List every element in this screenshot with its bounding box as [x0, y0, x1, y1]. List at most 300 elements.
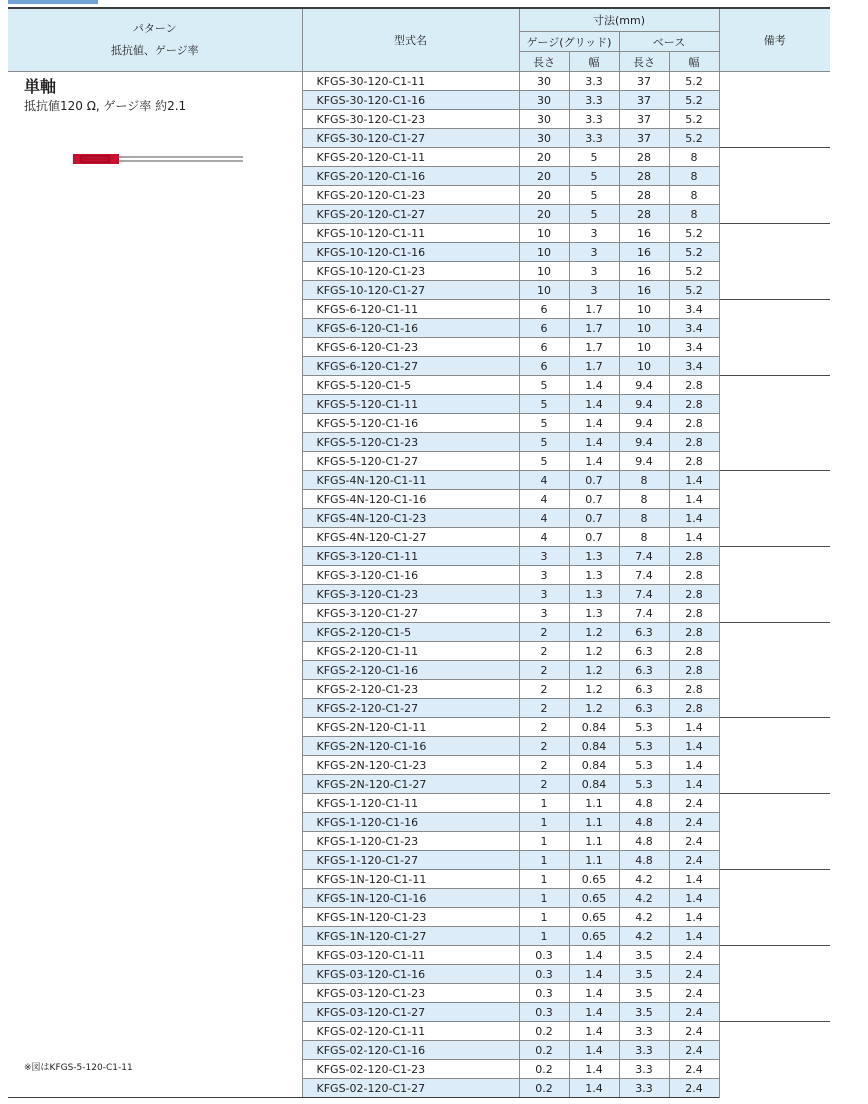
- note-cell: [719, 718, 830, 794]
- model-cell: KFGS-4N-120-C1-16: [302, 490, 519, 509]
- gauge-width-cell: 3: [569, 262, 619, 281]
- header-base-width: 幅: [669, 52, 719, 72]
- gauge-width-cell: 0.65: [569, 889, 619, 908]
- base-length-cell: 3.3: [619, 1041, 669, 1060]
- base-width-cell: 2.4: [669, 1003, 719, 1022]
- base-length-cell: 7.4: [619, 585, 669, 604]
- gauge-length-cell: 6: [519, 338, 569, 357]
- gauge-width-cell: 1.2: [569, 699, 619, 718]
- base-length-cell: 8: [619, 509, 669, 528]
- header-note: 備考: [719, 8, 830, 72]
- model-cell: KFGS-30-120-C1-11: [302, 72, 519, 91]
- gauge-length-cell: 0.2: [519, 1041, 569, 1060]
- base-length-cell: 37: [619, 129, 669, 148]
- model-cell: KFGS-2N-120-C1-11: [302, 718, 519, 737]
- base-length-cell: 28: [619, 148, 669, 167]
- gauge-width-cell: 1.1: [569, 851, 619, 870]
- base-length-cell: 28: [619, 186, 669, 205]
- gauge-length-cell: 10: [519, 243, 569, 262]
- gauge-width-cell: 1.1: [569, 813, 619, 832]
- gauge-width-cell: 0.84: [569, 737, 619, 756]
- base-width-cell: 3.4: [669, 357, 719, 376]
- gauge-width-cell: 1.7: [569, 338, 619, 357]
- base-length-cell: 37: [619, 72, 669, 91]
- note-cell: [719, 1022, 830, 1098]
- model-cell: KFGS-2N-120-C1-16: [302, 737, 519, 756]
- base-length-cell: 5.3: [619, 737, 669, 756]
- gauge-width-cell: 1.4: [569, 433, 619, 452]
- base-width-cell: 1.4: [669, 889, 719, 908]
- base-length-cell: 5.3: [619, 775, 669, 794]
- gauge-length-cell: 0.3: [519, 946, 569, 965]
- base-length-cell: 9.4: [619, 433, 669, 452]
- note-cell: [719, 376, 830, 471]
- base-width-cell: 2.8: [669, 604, 719, 623]
- model-cell: KFGS-2N-120-C1-27: [302, 775, 519, 794]
- base-width-cell: 1.4: [669, 927, 719, 946]
- model-cell: KFGS-5-120-C1-5: [302, 376, 519, 395]
- base-length-cell: 4.8: [619, 851, 669, 870]
- gauge-length-cell: 5: [519, 452, 569, 471]
- gauge-length-cell: 30: [519, 110, 569, 129]
- model-cell: KFGS-03-120-C1-16: [302, 965, 519, 984]
- gauge-width-cell: 1.1: [569, 794, 619, 813]
- gauge-length-cell: 1: [519, 794, 569, 813]
- gauge-width-cell: 1.3: [569, 585, 619, 604]
- gauge-width-cell: 1.4: [569, 946, 619, 965]
- note-cell: [719, 547, 830, 623]
- header-base-length: 長さ: [619, 52, 669, 72]
- base-length-cell: 8: [619, 490, 669, 509]
- header-pattern-line1: パターン: [132, 22, 177, 35]
- base-width-cell: 8: [669, 205, 719, 224]
- gauge-length-cell: 3: [519, 566, 569, 585]
- model-cell: KFGS-2-120-C1-11: [302, 642, 519, 661]
- base-length-cell: 6.3: [619, 699, 669, 718]
- base-width-cell: 5.2: [669, 224, 719, 243]
- gauge-width-cell: 1.2: [569, 661, 619, 680]
- gauge-length-cell: 2: [519, 775, 569, 794]
- model-cell: KFGS-3-120-C1-23: [302, 585, 519, 604]
- gauge-width-cell: 1.3: [569, 604, 619, 623]
- model-cell: KFGS-1-120-C1-27: [302, 851, 519, 870]
- base-width-cell: 2.8: [669, 585, 719, 604]
- gauge-length-cell: 0.2: [519, 1079, 569, 1098]
- gauge-length-cell: 1: [519, 927, 569, 946]
- gauge-width-cell: 0.7: [569, 471, 619, 490]
- gauge-width-cell: 1.4: [569, 1022, 619, 1041]
- spec-table: [8, 7, 830, 1098]
- model-cell: KFGS-2-120-C1-5: [302, 623, 519, 642]
- base-width-cell: 5.2: [669, 91, 719, 110]
- base-width-cell: 8: [669, 167, 719, 186]
- base-width-cell: 5.2: [669, 243, 719, 262]
- gauge-length-cell: 2: [519, 699, 569, 718]
- gauge-length-cell: 2: [519, 642, 569, 661]
- header-gauge-width: 幅: [569, 52, 619, 72]
- gauge-length-cell: 0.3: [519, 1003, 569, 1022]
- section-accent-bar: [8, 0, 98, 4]
- gauge-width-cell: 0.84: [569, 718, 619, 737]
- model-cell: KFGS-02-120-C1-23: [302, 1060, 519, 1079]
- model-cell: KFGS-10-120-C1-16: [302, 243, 519, 262]
- header-pattern: [8, 8, 302, 72]
- gauge-length-cell: 20: [519, 205, 569, 224]
- base-width-cell: 2.8: [669, 414, 719, 433]
- base-length-cell: 37: [619, 91, 669, 110]
- model-cell: KFGS-1-120-C1-11: [302, 794, 519, 813]
- header-model: 型式名: [302, 8, 519, 72]
- model-cell: KFGS-20-120-C1-23: [302, 186, 519, 205]
- gauge-width-cell: 3: [569, 281, 619, 300]
- gauge-width-cell: 1.1: [569, 832, 619, 851]
- model-cell: KFGS-20-120-C1-16: [302, 167, 519, 186]
- base-width-cell: 1.4: [669, 471, 719, 490]
- base-width-cell: 3.4: [669, 319, 719, 338]
- header-gauge-length: 長さ: [519, 52, 569, 72]
- gauge-width-cell: 1.4: [569, 414, 619, 433]
- gauge-length-cell: 3: [519, 585, 569, 604]
- gauge-width-cell: 0.7: [569, 490, 619, 509]
- base-length-cell: 9.4: [619, 395, 669, 414]
- gauge-width-cell: 1.2: [569, 623, 619, 642]
- gauge-length-cell: 0.3: [519, 965, 569, 984]
- gauge-width-cell: 1.7: [569, 357, 619, 376]
- base-length-cell: 5.3: [619, 756, 669, 775]
- gauge-length-cell: 5: [519, 376, 569, 395]
- gauge-width-cell: 3.3: [569, 72, 619, 91]
- model-cell: KFGS-2-120-C1-16: [302, 661, 519, 680]
- gauge-length-cell: 1: [519, 889, 569, 908]
- base-width-cell: 2.4: [669, 1041, 719, 1060]
- base-length-cell: 4.2: [619, 870, 669, 889]
- model-cell: KFGS-03-120-C1-23: [302, 984, 519, 1003]
- gauge-length-cell: 0.2: [519, 1060, 569, 1079]
- gauge-width-cell: 1.2: [569, 680, 619, 699]
- model-cell: KFGS-6-120-C1-23: [302, 338, 519, 357]
- gauge-width-cell: 1.7: [569, 300, 619, 319]
- note-cell: [719, 72, 830, 148]
- base-length-cell: 5.3: [619, 718, 669, 737]
- table-header: [8, 8, 830, 72]
- base-length-cell: 8: [619, 471, 669, 490]
- model-cell: KFGS-03-120-C1-27: [302, 1003, 519, 1022]
- base-width-cell: 2.8: [669, 680, 719, 699]
- gauge-width-cell: 1.4: [569, 1003, 619, 1022]
- base-width-cell: 5.2: [669, 129, 719, 148]
- base-width-cell: 5.2: [669, 72, 719, 91]
- base-width-cell: 5.2: [669, 110, 719, 129]
- model-cell: KFGS-6-120-C1-11: [302, 300, 519, 319]
- base-length-cell: 3.5: [619, 946, 669, 965]
- gauge-width-cell: 3.3: [569, 129, 619, 148]
- base-width-cell: 1.4: [669, 718, 719, 737]
- base-width-cell: 8: [669, 148, 719, 167]
- gauge-length-cell: 6: [519, 319, 569, 338]
- base-length-cell: 9.4: [619, 376, 669, 395]
- note-cell: [719, 794, 830, 870]
- note-cell: [719, 870, 830, 946]
- model-cell: KFGS-2N-120-C1-23: [302, 756, 519, 775]
- gauge-length-cell: 10: [519, 224, 569, 243]
- model-cell: KFGS-02-120-C1-16: [302, 1041, 519, 1060]
- pattern-description: 抵抗値120 Ω, ゲージ率 約2.1: [24, 99, 187, 113]
- base-width-cell: 1.4: [669, 528, 719, 547]
- model-cell: KFGS-1N-120-C1-11: [302, 870, 519, 889]
- model-cell: KFGS-2-120-C1-23: [302, 680, 519, 699]
- header-pattern-line2: 抵抗値、ゲージ率: [110, 44, 199, 57]
- gauge-width-cell: 0.7: [569, 509, 619, 528]
- model-cell: KFGS-02-120-C1-11: [302, 1022, 519, 1041]
- model-cell: KFGS-3-120-C1-11: [302, 547, 519, 566]
- gauge-length-cell: 1: [519, 908, 569, 927]
- model-cell: KFGS-5-120-C1-27: [302, 452, 519, 471]
- base-length-cell: 3.3: [619, 1060, 669, 1079]
- model-cell: KFGS-5-120-C1-16: [302, 414, 519, 433]
- gauge-length-cell: 1: [519, 851, 569, 870]
- base-length-cell: 3.5: [619, 984, 669, 1003]
- figure-note: ※図はKFGS-5-120-C1-11: [24, 1063, 133, 1073]
- strain-gauge-icon: [73, 152, 243, 166]
- base-width-cell: 2.4: [669, 1022, 719, 1041]
- gauge-width-cell: 3.3: [569, 91, 619, 110]
- gauge-length-cell: 30: [519, 72, 569, 91]
- model-cell: KFGS-10-120-C1-27: [302, 281, 519, 300]
- model-cell: KFGS-30-120-C1-23: [302, 110, 519, 129]
- base-length-cell: 9.4: [619, 414, 669, 433]
- gauge-width-cell: 1.3: [569, 547, 619, 566]
- base-length-cell: 6.3: [619, 680, 669, 699]
- base-length-cell: 16: [619, 281, 669, 300]
- gauge-length-cell: 6: [519, 300, 569, 319]
- model-cell: KFGS-4N-120-C1-11: [302, 471, 519, 490]
- gauge-length-cell: 4: [519, 509, 569, 528]
- base-length-cell: 4.8: [619, 832, 669, 851]
- base-length-cell: 28: [619, 205, 669, 224]
- model-cell: KFGS-1-120-C1-23: [302, 832, 519, 851]
- gauge-width-cell: 1.4: [569, 376, 619, 395]
- model-cell: KFGS-2-120-C1-27: [302, 699, 519, 718]
- gauge-length-cell: 5: [519, 433, 569, 452]
- model-cell: KFGS-4N-120-C1-27: [302, 528, 519, 547]
- gauge-width-cell: 1.4: [569, 1079, 619, 1098]
- note-cell: [719, 300, 830, 376]
- base-length-cell: 16: [619, 262, 669, 281]
- base-width-cell: 5.2: [669, 262, 719, 281]
- base-width-cell: 2.4: [669, 832, 719, 851]
- gauge-length-cell: 2: [519, 623, 569, 642]
- gauge-length-cell: 1: [519, 832, 569, 851]
- base-length-cell: 10: [619, 319, 669, 338]
- base-width-cell: 2.8: [669, 566, 719, 585]
- model-cell: KFGS-6-120-C1-16: [302, 319, 519, 338]
- gauge-length-cell: 6: [519, 357, 569, 376]
- model-cell: KFGS-20-120-C1-11: [302, 148, 519, 167]
- base-length-cell: 4.2: [619, 889, 669, 908]
- base-width-cell: 2.4: [669, 984, 719, 1003]
- model-cell: KFGS-3-120-C1-16: [302, 566, 519, 585]
- base-width-cell: 2.8: [669, 661, 719, 680]
- base-length-cell: 3.3: [619, 1079, 669, 1098]
- base-width-cell: 2.4: [669, 813, 719, 832]
- gauge-length-cell: 10: [519, 262, 569, 281]
- base-length-cell: 3.3: [619, 1022, 669, 1041]
- gauge-length-cell: 1: [519, 870, 569, 889]
- gauge-width-cell: 1.4: [569, 965, 619, 984]
- base-width-cell: 2.4: [669, 851, 719, 870]
- gauge-width-cell: 0.84: [569, 756, 619, 775]
- base-length-cell: 16: [619, 243, 669, 262]
- base-width-cell: 1.4: [669, 756, 719, 775]
- gauge-width-cell: 5: [569, 186, 619, 205]
- header-dimensions: 寸法(mm): [519, 8, 719, 32]
- gauge-length-cell: 2: [519, 756, 569, 775]
- base-length-cell: 7.4: [619, 547, 669, 566]
- model-cell: KFGS-1-120-C1-16: [302, 813, 519, 832]
- note-cell: [719, 471, 830, 547]
- base-width-cell: 3.4: [669, 338, 719, 357]
- gauge-length-cell: 2: [519, 661, 569, 680]
- gauge-width-cell: 1.7: [569, 319, 619, 338]
- note-cell: [719, 623, 830, 718]
- model-cell: KFGS-5-120-C1-23: [302, 433, 519, 452]
- gauge-width-cell: 5: [569, 167, 619, 186]
- gauge-length-cell: 2: [519, 737, 569, 756]
- header-base: ベース: [619, 32, 719, 52]
- base-width-cell: 2.4: [669, 946, 719, 965]
- gauge-width-cell: 1.4: [569, 395, 619, 414]
- gauge-length-cell: 5: [519, 395, 569, 414]
- gauge-length-cell: 3: [519, 604, 569, 623]
- base-length-cell: 10: [619, 357, 669, 376]
- gauge-width-cell: 5: [569, 205, 619, 224]
- base-length-cell: 28: [619, 167, 669, 186]
- base-width-cell: 2.8: [669, 376, 719, 395]
- base-width-cell: 1.4: [669, 490, 719, 509]
- base-width-cell: 2.4: [669, 965, 719, 984]
- base-width-cell: 2.4: [669, 794, 719, 813]
- base-width-cell: 1.4: [669, 908, 719, 927]
- base-length-cell: 4.8: [619, 794, 669, 813]
- base-width-cell: 2.8: [669, 642, 719, 661]
- gauge-length-cell: 30: [519, 129, 569, 148]
- base-width-cell: 1.4: [669, 509, 719, 528]
- model-cell: KFGS-02-120-C1-27: [302, 1079, 519, 1098]
- gauge-length-cell: 4: [519, 471, 569, 490]
- base-length-cell: 6.3: [619, 623, 669, 642]
- gauge-length-cell: 2: [519, 680, 569, 699]
- base-width-cell: 1.4: [669, 775, 719, 794]
- model-cell: KFGS-20-120-C1-27: [302, 205, 519, 224]
- base-length-cell: 9.4: [619, 452, 669, 471]
- base-length-cell: 10: [619, 338, 669, 357]
- model-cell: KFGS-6-120-C1-27: [302, 357, 519, 376]
- header-gauge-grid: ゲージ(グリッド): [519, 32, 619, 52]
- note-cell: [719, 224, 830, 300]
- gauge-width-cell: 3.3: [569, 110, 619, 129]
- base-width-cell: 2.8: [669, 623, 719, 642]
- base-width-cell: 2.8: [669, 433, 719, 452]
- base-length-cell: 6.3: [619, 661, 669, 680]
- gauge-width-cell: 3: [569, 243, 619, 262]
- gauge-length-cell: 2: [519, 718, 569, 737]
- gauge-width-cell: 0.65: [569, 870, 619, 889]
- gauge-width-cell: 1.4: [569, 452, 619, 471]
- gauge-length-cell: 10: [519, 281, 569, 300]
- model-cell: KFGS-03-120-C1-11: [302, 946, 519, 965]
- base-width-cell: 2.8: [669, 547, 719, 566]
- model-cell: KFGS-1N-120-C1-27: [302, 927, 519, 946]
- base-length-cell: 8: [619, 528, 669, 547]
- base-length-cell: 3.5: [619, 965, 669, 984]
- base-width-cell: 5.2: [669, 281, 719, 300]
- gauge-length-cell: 20: [519, 167, 569, 186]
- gauge-length-cell: 1: [519, 813, 569, 832]
- gauge-width-cell: 0.65: [569, 908, 619, 927]
- gauge-length-cell: 0.2: [519, 1022, 569, 1041]
- base-length-cell: 4.8: [619, 813, 669, 832]
- pattern-cell: [8, 72, 302, 1098]
- model-cell: KFGS-10-120-C1-23: [302, 262, 519, 281]
- gauge-width-cell: 1.4: [569, 1041, 619, 1060]
- gauge-length-cell: 4: [519, 490, 569, 509]
- base-width-cell: 2.4: [669, 1079, 719, 1098]
- base-width-cell: 1.4: [669, 737, 719, 756]
- base-width-cell: 1.4: [669, 870, 719, 889]
- base-length-cell: 3.5: [619, 1003, 669, 1022]
- model-cell: KFGS-3-120-C1-27: [302, 604, 519, 623]
- base-length-cell: 6.3: [619, 642, 669, 661]
- note-cell: [719, 148, 830, 224]
- base-length-cell: 16: [619, 224, 669, 243]
- model-cell: KFGS-1N-120-C1-23: [302, 908, 519, 927]
- base-width-cell: 2.8: [669, 452, 719, 471]
- note-cell: [719, 946, 830, 1022]
- base-length-cell: 7.4: [619, 604, 669, 623]
- gauge-length-cell: 4: [519, 528, 569, 547]
- gauge-width-cell: 0.84: [569, 775, 619, 794]
- base-width-cell: 8: [669, 186, 719, 205]
- pattern-title: 単軸: [24, 77, 57, 96]
- base-width-cell: 2.4: [669, 1060, 719, 1079]
- gauge-width-cell: 5: [569, 148, 619, 167]
- gauge-width-cell: 3: [569, 224, 619, 243]
- gauge-length-cell: 3: [519, 547, 569, 566]
- model-cell: KFGS-10-120-C1-11: [302, 224, 519, 243]
- base-width-cell: 3.4: [669, 300, 719, 319]
- model-cell: KFGS-5-120-C1-11: [302, 395, 519, 414]
- model-cell: KFGS-4N-120-C1-23: [302, 509, 519, 528]
- gauge-width-cell: 1.3: [569, 566, 619, 585]
- base-length-cell: 4.2: [619, 908, 669, 927]
- gauge-width-cell: 1.4: [569, 984, 619, 1003]
- gauge-width-cell: 0.7: [569, 528, 619, 547]
- gauge-width-cell: 1.2: [569, 642, 619, 661]
- table-body: [8, 72, 830, 1098]
- table-row: [8, 72, 830, 91]
- base-length-cell: 7.4: [619, 566, 669, 585]
- model-cell: KFGS-30-120-C1-16: [302, 91, 519, 110]
- gauge-length-cell: 0.3: [519, 984, 569, 1003]
- gauge-length-cell: 5: [519, 414, 569, 433]
- base-length-cell: 4.2: [619, 927, 669, 946]
- model-cell: KFGS-1N-120-C1-16: [302, 889, 519, 908]
- base-width-cell: 2.8: [669, 395, 719, 414]
- gauge-width-cell: 0.65: [569, 927, 619, 946]
- base-length-cell: 37: [619, 110, 669, 129]
- base-width-cell: 2.8: [669, 699, 719, 718]
- gauge-width-cell: 1.4: [569, 1060, 619, 1079]
